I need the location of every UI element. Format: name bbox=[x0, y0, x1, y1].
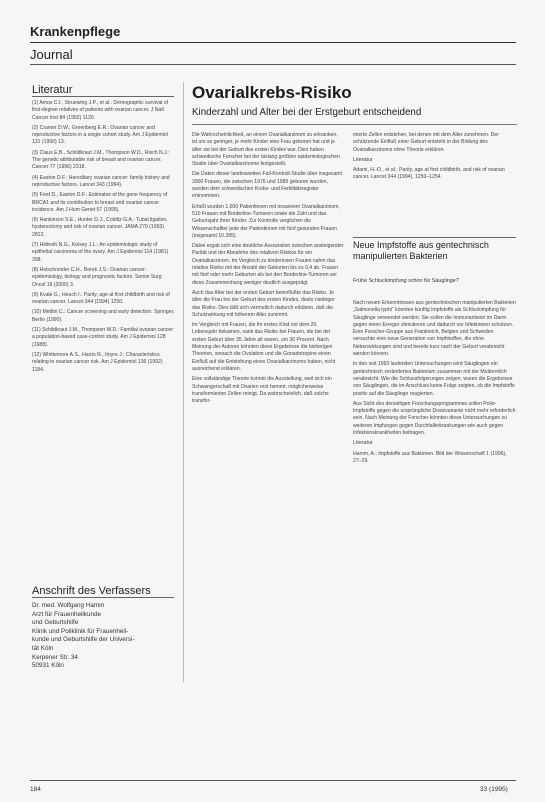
article-paragraph: Dabei ergab sich eine deutliche Assoziation zwischen ansteigender Parität und der Abnahme des relativen Risikos für ein Ovarialkarzinom. Im Vergleich zu kinderlosen Frauen nahm das relative Risiko mit der Anzahl der Geburten bis zu 0,4 ab. Frauen mit fünf oder mehr Geburten als bei den Borderline-Tumoren sei diese Zusammenhang weniger deutlich ausgeprägt. bbox=[192, 243, 344, 286]
section-title: Krankenpflege bbox=[30, 24, 121, 39]
article-paragraph: Eine vollständige Theorie konnte die Ausstellung, weil sich ein Schwangerschaft mit Ovarien erst hemmt, möglicherweise transformierten Zellen reinigt. Da wahrscheinlich, daß solche transfor- bbox=[192, 376, 332, 405]
article-paragraph: Erfaßt wurden 1.000 Patientinnen mit invasivem Ovarialkarzinom, 510 Frauen mit Borderline-Tumoren sowie die Zahl und das Geburtsjahr ihrer Kinder. Zur Kontrolle verglichen die Wissenschaftler jede der Patientinnen mit fünf gesunden Frauen (insgesamt 10.285). bbox=[192, 203, 340, 239]
address-line: Arzt für Frauenheilkunde bbox=[32, 610, 101, 618]
subheader-rule bbox=[30, 64, 516, 65]
box-paragraph: In den seit 1993 laufenden Untersuchungen wird Säuglingen ein gentechnisch verändertes Bakterium zusammen mit der Muttermilch verabreicht. Wie die Schlussfolgerungen zeigen, waren die Ergebnisse von Säuglingen, die im Anschluss keine Folge zeigten, ob die Impfstoffe positiv auf die Säuglinge reagierten. bbox=[353, 361, 515, 397]
reference-item: (12) Whittemore A.S., Harris R., Itnyre J.: Characteristics relating to ovarian cancer risk. Am J Epidemiol 136 (1992) 1184. bbox=[32, 351, 163, 373]
issue-info: 33 (1995) bbox=[480, 786, 508, 793]
reference-item: (2) Cramer D.W., Greenberg E.R.: Ovarian cancer and reproductive factors in a single cohort study. Am J Epidemiol 131 (1990) 13. bbox=[32, 124, 168, 146]
address-line: und Geburtshilfe bbox=[32, 619, 79, 627]
reference-item: (8) Holschneider C.H., Berek J.S.: Ovarian cancer: epidemiology, biology and prognostic factors. Semin Surg Oncol 19 (2000) 3. bbox=[32, 266, 162, 288]
article-paragraph: Auch das Alter bei der ersten Geburt beeinflußte das Risiko. Je älter die Frau bei der Geburt des ersten Kindes, desto niedriger das Risiko. Dies läßt sich vermutlich dadurch erklären, daß die Schutzwirkung mit höherem Alter zunimmt. bbox=[192, 289, 335, 318]
address-line: Kerpener Str. 34 bbox=[32, 653, 78, 661]
reference-item: (5) Ford D., Easton D.F.: Estimates of the gene frequency of BRCA1 and its contribution to breast and ovarian cancer incidence. Am J Hum Genet 57 (1995). bbox=[32, 192, 168, 213]
reference-item: (4) Easton D.F.: Hereditary ovarian cancer: family history and reproductive factors. Lancet 343 (1994). bbox=[32, 174, 170, 188]
reference-item: (7) Hildreth N.G., Kelsey J.L.: An epidemiologic study of epithelial carcinoma of the ovary. Am J Epidemiol 114 (1981) 398. bbox=[32, 242, 169, 263]
literature-heading: Literatur bbox=[32, 84, 73, 96]
box-title: Neue Impfstoffe aus gentechnisch manipulierten Bakterien bbox=[353, 240, 489, 261]
box-paragraph: Aus Sicht des derzeitigen Forschungsprogrammes sollen Polio-Impfstoffe gegen die ursprüngliche Dosisvariante nicht mehr erforderlich sein. Nach Meinung der Forscher könnten diese Untersuchungen zu weiteren Impfungen gegen Durchfallerkrankungen wie auch gegen Infektionskrankheiten beitragen. bbox=[353, 400, 516, 437]
author-address bbox=[32, 602, 175, 671]
address-line: Klinik und Poliklinik für Frauenheil- bbox=[32, 627, 129, 635]
article-paragraph: Die Wahrscheinlichkeit, an einem Ovarialkarzinom zu erkranken, ist um so geringer, je mehr Kinder eine Frau geboren hat und je älter sie bei der Geburt des ersten Kindes war. Dies haben schwedische Forscher bei der bislang größten epidemiologischen Studie über Ovarialkarzinome festgestellt. bbox=[192, 132, 340, 168]
reference-item: (9) Kvale G., Heuch I.: Parity, age at first childbirth and risk of ovarian cancer. Lancet 344 (1994) 1250. bbox=[32, 291, 170, 306]
article-rule bbox=[192, 124, 517, 125]
box-subtitle: Frühe Schluckimpfung schon für Säuglinge? bbox=[353, 278, 459, 284]
author-heading: Anschrift des Verfassers bbox=[32, 585, 151, 597]
address-line: 50931 Köln bbox=[32, 662, 64, 670]
address-line: kunde und Geburtshilfe der Universi- bbox=[32, 636, 135, 644]
reference-list bbox=[32, 100, 175, 570]
author-rule bbox=[32, 597, 174, 598]
address-line: tät Köln bbox=[32, 644, 54, 652]
reference-item: (6) Hankinson S.E., Hunter D.J., Colditz G.A.: Tubal ligation, hysterectomy and risk of ovarian cancer. JAMA 270 (1993) 2813. bbox=[32, 217, 168, 238]
page-number: 184 bbox=[30, 786, 41, 793]
article-column-1 bbox=[192, 132, 344, 782]
subsection-title: Journal bbox=[30, 47, 73, 62]
address-line: Dr. med. Wolfgang Hamm bbox=[32, 602, 105, 609]
literature-rule bbox=[32, 96, 174, 97]
box-body bbox=[353, 300, 516, 780]
article-literature-heading: Literatur bbox=[353, 156, 373, 163]
box-citation: Hamm, A.: Impfstoffe aus Bakterien. Bild der Wissenschaft 1 (1996), 27–29. bbox=[353, 450, 507, 464]
header-rule bbox=[30, 42, 516, 43]
article-subtitle: Kinderzahl und Alter bei der Erstgeburt entscheidend bbox=[192, 107, 422, 118]
box-paragraph: Nach neuen Erkenntnissen aus gentechnischen manipulierten Bakterien „Salmonella typhi“ könnten künftig Impfstoffe als Schluckimpfung für Säuglinge verwendet werden. Sie sollen die Immunantwort im Darm gegen einen Erreger stimulieren und dadurch vor Infektionen schützen. Eine Forscher-Gruppe aus Frankreich, Belgien und Schweden versuchte eine neue Generation von Impfstoffen, die ohne Nebenwirkungen sind und bereits kurz nach der Geburt verabreicht werden können. bbox=[353, 300, 516, 358]
box-rule bbox=[353, 237, 516, 238]
reference-item: (3) Claus E.B., Schildkraut J.M., Thompson W.D., Risch N.J.: The genetic attributable risk of breast and ovarian cancer. Cancer 77 (1996) 2318. bbox=[32, 149, 170, 171]
article-paragraph: Die Daten dieser landesweiten Fall-Kontroll-Studie über insgesamt 3900 Frauen, die zwischen 1976 und 1985 geboren wurden, wurden dem schwedischen Krebs- und Fertilitätsregister entnommen. bbox=[192, 171, 343, 200]
article-title: Ovarialkrebs-Risiko bbox=[192, 83, 352, 102]
box-literature-heading: Literatur bbox=[353, 440, 373, 447]
reference-item: (11) Schildkraut J.M., Thompson W.D.: Familial ovarian cancer: a population-based case-control study. Am J Epidemiol 128 (1988). bbox=[32, 327, 175, 348]
reference-item: (10) Mettlin C.: Cancer screening and early detection. Springer, Berlin (1990). bbox=[32, 309, 175, 323]
reference-item: (1) Amos C.I., Struewing J.P., et al.: Demographic survival of first-degree relatives of patients with ovarian cancer. J Natl Cancer Inst 84 (1992) 1120. bbox=[32, 100, 169, 121]
article-paragraph: mierte Zellen entstehen, bei denen mit dem Alter zunehmen. Der schützende Einfluß einer Geburt entsteht in der Bildung des Ovarialkarzinoms ohne Theorie erklären. bbox=[353, 132, 499, 153]
article-citation: Adami, H.-O., et al.: Parity, age at first childbirth, and risk of ovarian cancer. Lancet 344 (1994), 1250–1254. bbox=[353, 167, 505, 181]
article-column-2 bbox=[353, 132, 516, 185]
footer-rule bbox=[30, 780, 516, 781]
article-paragraph: Im Vergleich mit Frauen, die ihr erstes Kind vor dem 20. Lebensjahr bekamen, sank das Risiko bei Frauen, die bei der ersten Geburt über 35 Jahre alt waren, um 30 Prozent. Nach Meinung der Autoren könnten diese Ergebnisse die bisherigen Theorien, wonach die Ovulation und die Gonadotropine einen Einfluß auf die Entstehung eines Ovarialkarzinoms haben, nicht ausreichend erklären. bbox=[192, 322, 336, 372]
column-divider bbox=[183, 82, 184, 682]
